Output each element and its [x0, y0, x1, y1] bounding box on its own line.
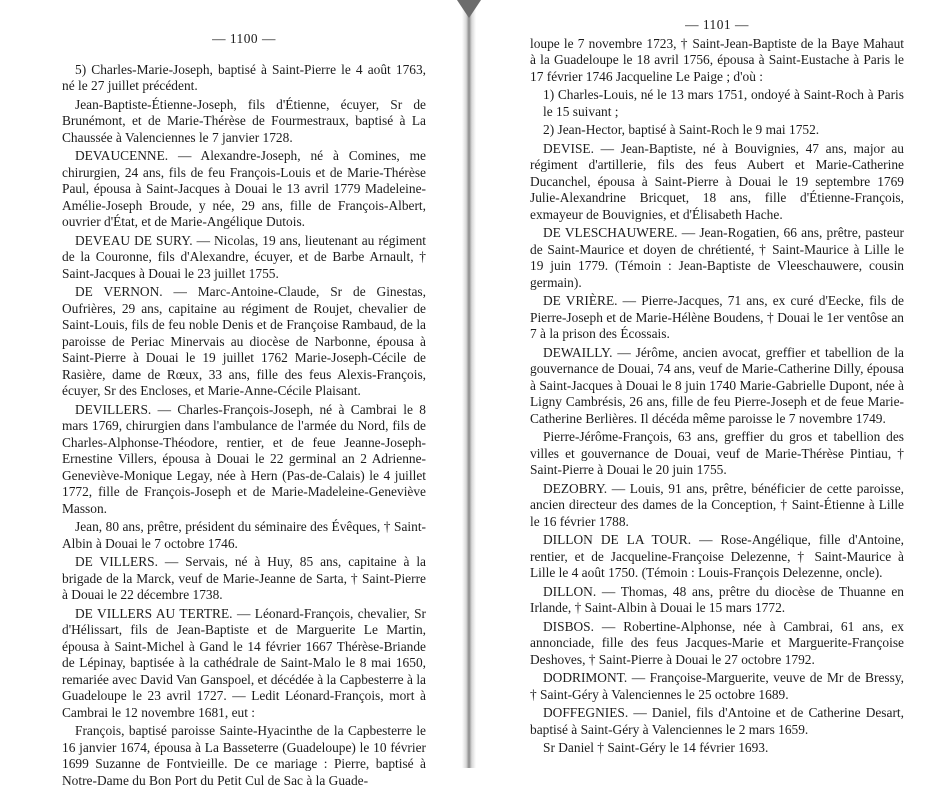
right-page — [476, 0, 934, 768]
entry-de-vernon: DE VERNON. — Marc-Antoine-Claude, Sr de Ginestas, Oufrières, 29 ans, capitaine au régiment de Roujet, chevalier de Saint-Louis, fils de feu noble Denis et de Françoise Rambaud, de la paroisse de Periac Minervais au diocèse de Narbonne, épousa à Saint-Pierre à Douai le 19 juillet 1762 Marie-Joseph-Cécile de Rasière, dame de Rœux, 33 ans, fille des feus Alexis-François, écuyer, Sr des Encloses, et Marie-Anne-Cécile Plaisant. — [62, 284, 426, 398]
entry-disbos: DISBOS. — Robertine-Alphonse, née à Cambrai, 61 ans, ex annonciade, fille des feus Jacques-Marie et Marguerite-Françoise Deshoves, † Saint-Pierre à Douai le 27 octobre 1792. — [530, 618, 904, 667]
page-number: — 1101 — — [685, 17, 749, 32]
entry-paragraph: Jean-Baptiste-Étienne-Joseph, fils d'Étienne, écuyer, Sr de Brunémont, et de Marie-Thérèse de Fourmestraux, baptisé à La Chaussée à Valenciennes le 7 janvier 1728. — [62, 96, 426, 145]
entry-paragraph: Jean, 80 ans, prêtre, président du séminaire des Évêques, † Saint-Albin à Douai le 7 octobre 1746. — [62, 519, 426, 551]
book-gutter — [462, 0, 476, 768]
entry-dodrimont: DODRIMONT. — Françoise-Marguerite, veuve de Mr de Bressy, † Saint-Géry à Valenciennes le 25 octobre 1689. — [530, 670, 904, 702]
page-number: — 1100 — — [212, 31, 276, 46]
entry-paragraph: Pierre-Jérôme-François, 63 ans, greffier du gros et tabellion des villes et gouvernance de Douai, veuf de Marie-Thérèse Pintiau, † Saint-Pierre à Douai le 20 juin 1755. — [530, 429, 904, 477]
entry-child: 1) Charles-Louis, né le 13 mars 1751, ondoyé à Saint-Roch à Paris le 15 suivant ; — [543, 87, 904, 119]
entry-devillers: DEVILLERS. — Charles-François-Joseph, né à Cambrai le 8 mars 1769, chirurgien dans l'ambulance de l'armée du Nord, fils de Charles-Alphonse-Théodore, rentier, et de feue Jeanne-Joseph-Ernestine Villers, épousa à Douai le 22 germinal an 2 Adrienne-Geneviève-Monique Legay, née à Hern (Pas-de-Calais) le 4 juillet 1772, fille de François-Joseph et de Marie-Madeleine-Geneviève Masson. — [62, 401, 426, 516]
entry-de-vleschauwere: DE VLESCHAUWERE. — Jean-Rogatien, 66 ans, prêtre, pasteur de Saint-Maurice et doyen de chrétienté, † Saint-Maurice à Lille le 19 juin 1779. (Témoin : Jean-Baptiste de Vleeschauwere, cousin germain). — [530, 225, 904, 290]
entry-dewailly: DEWAILLY. — Jérôme, ancien avocat, greffier et tabellion de la gouvernance de Douai, 74 ans, veuf de Marie-Catherine Dilly, épousa à Saint-Jacques à Douai le 8 juin 1740 Marie-Gabrielle Dupont, née à Ligny Cambrésis, 26 ans, fille de feu Pierre-Joseph et de feue Marie-Catherine Berlières. Il décéda même paroisse le 7 novembre 1749. — [530, 344, 904, 426]
entry-paragraph: François, baptisé paroisse Sainte-Hyacinthe de la Capbesterre le 16 janvier 1674, épousa à La Basseterre (Guadeloupe) le 10 février 1699 Suzanne de Fontvieille. De ce mariage : Pierre, baptisé à Notre-Dame du Bon Port du Petit Cul de Sac à la Guade- — [62, 723, 426, 788]
entry-de-villers-au-tertre: DE VILLERS AU TERTRE. — Léonard-François, chevalier, Sr d'Hélissart, fils de Jean-Baptiste et de Marguerite Le Martin, épousa à Saint-Michel à Gand le 14 février 1667 Thérèse-Briande de Lépinay, baptisée à la cathédrale de Saint-Malo le 8 mai 1650, remariée avec David Van Ganspoel, et décédée à la Capbesterre à la Guadeloupe le 23 avril 1727. — Ledit Léonard-François, mort à Cambrai le 12 novembre 1681, eut : — [62, 605, 426, 720]
entry-deveau-de-sury: DEVEAU DE SURY. — Nicolas, 19 ans, lieutenant au régiment de la Couronne, fils d'Alexandre, écuyer, et de Barbe Arnault, † Saint-Jacques à Douai le 23 juillet 1755. — [62, 232, 426, 281]
entry-paragraph: Sr Daniel † Saint-Géry le 14 février 1693. — [543, 740, 769, 755]
entry-de-vriere: DE VRIÈRE. — Pierre-Jacques, 71 ans, ex curé d'Eecke, fils de Pierre-Joseph et de Marie-Hélène Boudens, † Douai le 1er ventôse an 7 à la prison des Écossais. — [530, 293, 904, 341]
entry-dillon-de-la-tour: DILLON DE LA TOUR. — Rose-Angélique, fille d'Antoine, rentier, et de Jacqueline-Françoise Delezenne, † Saint-Maurice à Lille le 4 août 1750. (Témoin : Louis-François Delezenne, oncle). — [530, 532, 904, 580]
entry-child: 2) Jean-Hector, baptisé à Saint-Roch le 9 mai 1752. — [543, 122, 820, 137]
entry-de-villers: DE VILLERS. — Servais, né à Huy, 85 ans, capitaine à la brigade de la Marck, veuf de Marie-Jeanne de Sarta, † Saint-Pierre à Douai le 22 décembre 1738. — [62, 554, 426, 602]
left-page — [0, 0, 462, 788]
entry-paragraph: 5) Charles-Marie-Joseph, baptisé à Saint-Pierre le 4 août 1763, né le 27 juillet précédent. — [62, 61, 426, 93]
entry-paragraph: loupe le 7 novembre 1723, † Saint-Jean-Baptiste de la Baye Mahaut à la Guadeloupe le 18 avril 1756, épousa à Saint-Eustache à Paris le 17 février 1746 Jacqueline Le Paige ; d'où : — [530, 35, 904, 84]
entry-devise: DEVISE. — Jean-Baptiste, né à Bouvignies, 47 ans, major au régiment d'artillerie, fils des feus Aubert et Marie-Catherine Ducanchel, épousa à Saint-Pierre à Douai le 19 septembre 1769 Julie-Alexandrine Bricquet, 18 ans, fille d'Étienne-François, exmayeur de Bouvignies, et d'Élisabeth Hache. — [530, 140, 904, 222]
entry-dezobry: DEZOBRY. — Louis, 91 ans, prêtre, bénéficier de cette paroisse, ancien directeur des dames de la Conception, † Saint-Étienne à Lille le 16 février 1788. — [530, 480, 904, 529]
entry-doffegnies: DOFFEGNIES. — Daniel, fils d'Antoine et de Catherine Desart, baptisé à Saint-Géry à Valenciennes le 2 mars 1659. — [530, 705, 904, 737]
entry-dillon: DILLON. — Thomas, 48 ans, prêtre du diocèse de Thuanne en Irlande, † Saint-Albin à Douai le 15 mars 1772. — [530, 583, 904, 615]
entry-devaucenne: DEVAUCENNE. — Alexandre-Joseph, né à Comines, me chirurgien, 24 ans, fils de feu François-Louis et de Marie-Thérèse Paul, épousa à Saint-Jacques à Douai le 13 avril 1779 Madeleine-Amélie-Joseph Broude, y née, 29 ans, fille de François-Albert, ouvrier d'État, et de Marie-Angélique Dutois. — [62, 148, 426, 229]
